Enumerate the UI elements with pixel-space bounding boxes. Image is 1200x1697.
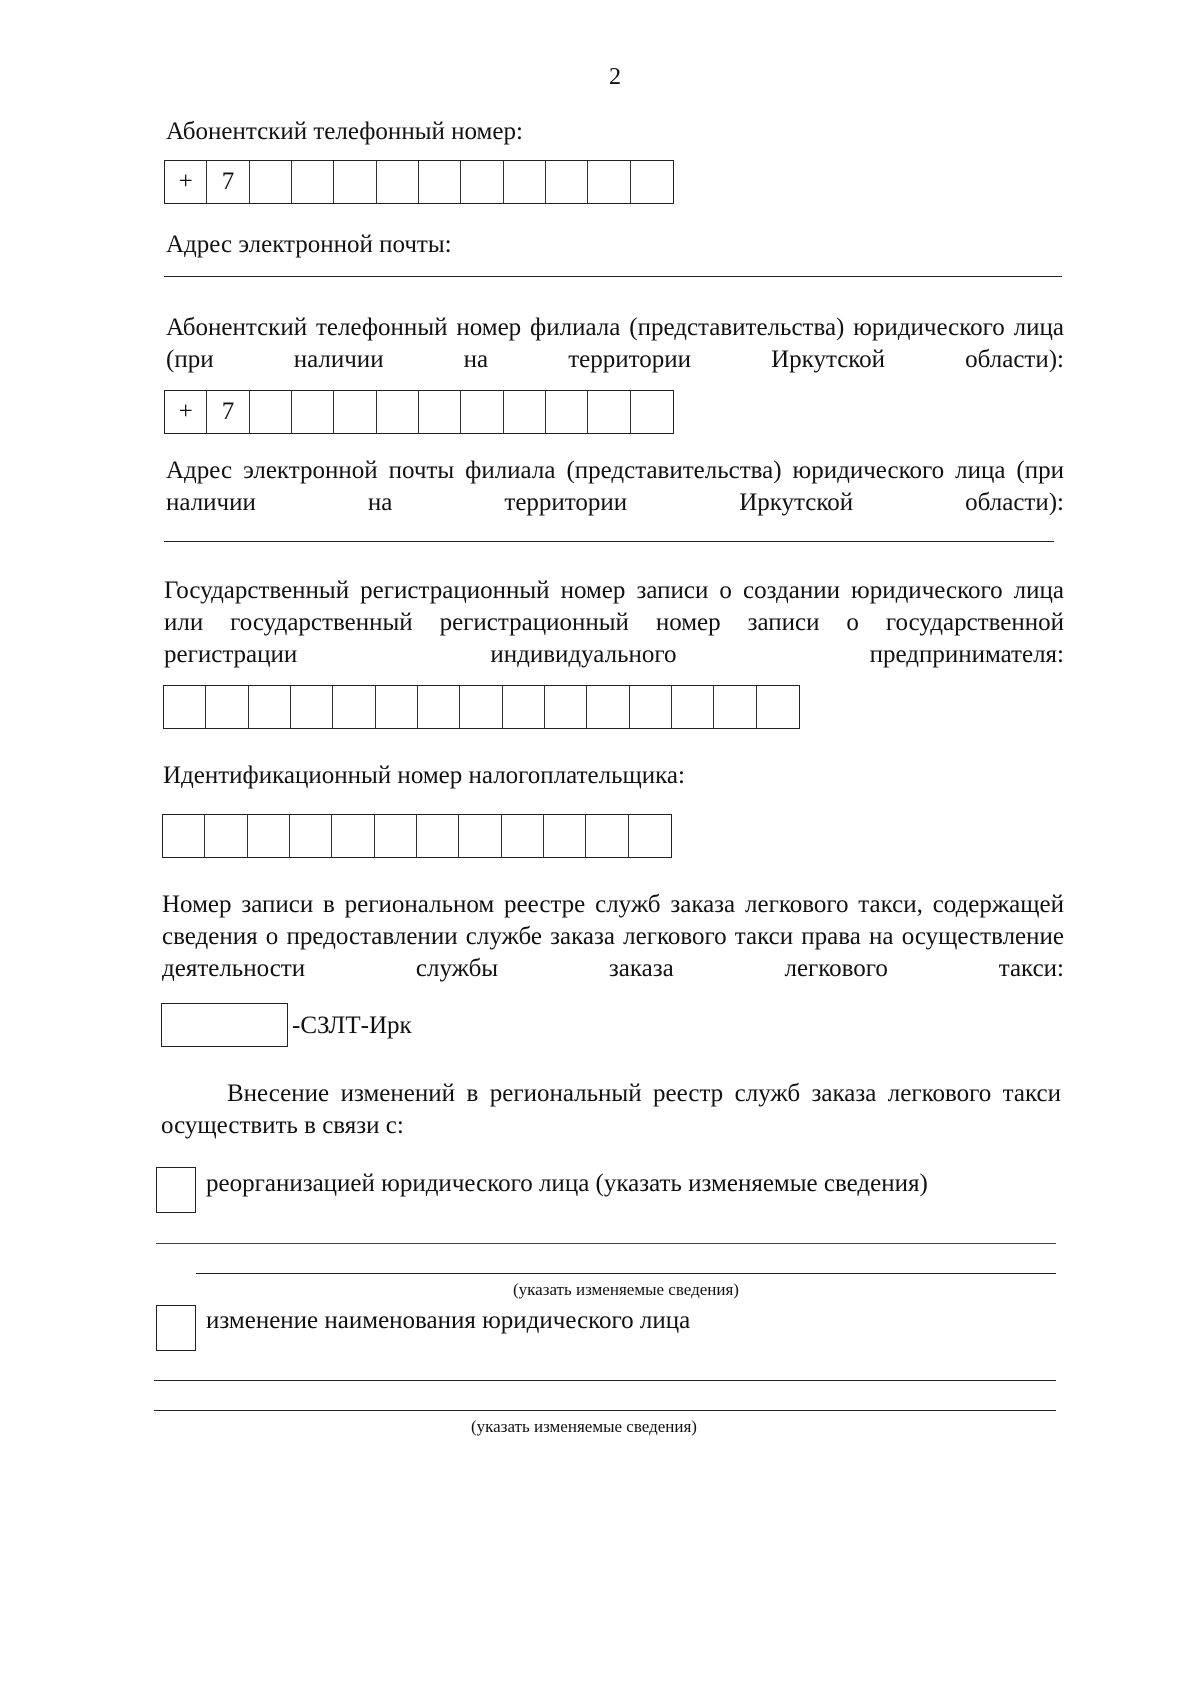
ogrn-cell[interactable]	[714, 686, 756, 728]
branch-phone-cell[interactable]	[292, 391, 334, 433]
branch-phone-cell[interactable]	[588, 391, 630, 433]
branch-phone-cell[interactable]	[631, 391, 673, 433]
branch-phone-cell[interactable]: 7	[207, 391, 249, 433]
inn-cell[interactable]	[502, 815, 544, 857]
inn-label: Идентификационный номер налогоплательщика:	[163, 762, 685, 789]
branch-phone-cell[interactable]	[504, 391, 546, 433]
reorganization-line-2[interactable]	[196, 1273, 1056, 1274]
ogrn-cell[interactable]	[460, 686, 502, 728]
phone-cell[interactable]	[250, 161, 292, 203]
inn-cell[interactable]	[332, 815, 374, 857]
ogrn-cell[interactable]	[587, 686, 629, 728]
phone-cells[interactable]	[164, 160, 674, 204]
name-change-label: изменение наименования юридического лица	[206, 1307, 691, 1334]
inn-cell[interactable]	[417, 815, 459, 857]
ogrn-cell[interactable]	[249, 686, 291, 728]
ogrn-cell[interactable]	[672, 686, 714, 728]
branch-phone-cell[interactable]	[250, 391, 292, 433]
changes-intro-text: Внесение изменений в региональный реестр служб заказа легкового такси осуществить в связи с:	[161, 1080, 1061, 1139]
inn-cell[interactable]	[375, 815, 417, 857]
changes-intro	[161, 1078, 1061, 1142]
inn-cell[interactable]	[248, 815, 290, 857]
inn-cell[interactable]	[290, 815, 332, 857]
ogrn-cell[interactable]	[630, 686, 672, 728]
branch-phone-cell[interactable]: +	[165, 391, 207, 433]
inn-cell[interactable]	[629, 815, 671, 857]
branch-phone-cells[interactable]	[164, 390, 674, 434]
page-number: 2	[609, 64, 621, 90]
name-change-line-1[interactable]	[154, 1380, 1056, 1381]
email-label: Адрес электронной почты:	[166, 231, 452, 258]
phone-cell[interactable]	[292, 161, 334, 203]
registry-record-suffix: -СЗЛТ-Ирк	[292, 1012, 412, 1039]
branch-phone-label: Абонентский телефонный номер филиала (представительства) юридического лица (при наличии на территории Иркутской области):	[166, 314, 1064, 373]
phone-cell[interactable]	[419, 161, 461, 203]
branch-phone-cell[interactable]	[461, 391, 503, 433]
inn-cell[interactable]	[544, 815, 586, 857]
registry-record-label: Номер записи в региональном реестре служб заказа легкового такси, содержащей сведения о предоставлении службе заказа легкового такси права на осуществление деятельности службы заказа легкового такси:	[162, 891, 1064, 982]
phone-cell[interactable]	[588, 161, 630, 203]
inn-cell[interactable]	[205, 815, 247, 857]
ogrn-cell[interactable]	[206, 686, 248, 728]
branch-phone-cell[interactable]	[334, 391, 376, 433]
name-change-checkbox[interactable]	[156, 1305, 196, 1351]
reorganization-line-1[interactable]	[156, 1243, 1056, 1244]
ogrn-cell[interactable]	[503, 686, 545, 728]
phone-cell[interactable]	[631, 161, 673, 203]
phone-label: Абонентский телефонный номер:	[166, 118, 523, 145]
inn-cells[interactable]	[162, 814, 672, 858]
branch-email-label: Адрес электронной почты филиала (представительства) юридического лица (при наличии на территории Иркутской области):	[166, 457, 1064, 516]
phone-cell[interactable]	[377, 161, 419, 203]
ogrn-cells[interactable]	[163, 685, 800, 729]
ogrn-cell[interactable]	[757, 686, 799, 728]
phone-cell[interactable]	[504, 161, 546, 203]
ogrn-cell[interactable]	[333, 686, 375, 728]
ogrn-label: Государственный регистрационный номер записи о создании юридического лица или государственный регистрационный номер записи о государственной регистрации индивидуального предпринимателя:	[164, 577, 1064, 668]
phone-cell[interactable]	[546, 161, 588, 203]
inn-cell[interactable]	[586, 815, 628, 857]
ogrn-cell[interactable]	[418, 686, 460, 728]
reorganization-label: реорганизацией юридического лица (указать изменяемые сведения)	[206, 1170, 928, 1197]
inn-cell[interactable]	[163, 815, 205, 857]
name-change-caption: (указать изменяемые сведения)	[471, 1417, 697, 1436]
email-line[interactable]	[164, 276, 1062, 277]
ogrn-cell[interactable]	[291, 686, 333, 728]
phone-cell[interactable]: +	[165, 161, 207, 203]
phone-cell[interactable]: 7	[207, 161, 249, 203]
reorganization-caption: (указать изменяемые сведения)	[513, 1280, 739, 1299]
phone-cell[interactable]	[334, 161, 376, 203]
name-change-line-2[interactable]	[154, 1410, 1056, 1411]
registry-record-input[interactable]	[161, 1003, 288, 1047]
inn-cell[interactable]	[459, 815, 501, 857]
branch-email-line[interactable]	[164, 541, 1054, 542]
reorganization-checkbox[interactable]	[156, 1167, 196, 1213]
ogrn-cell[interactable]	[376, 686, 418, 728]
branch-phone-cell[interactable]	[546, 391, 588, 433]
branch-phone-cell[interactable]	[419, 391, 461, 433]
ogrn-cell[interactable]	[164, 686, 206, 728]
phone-cell[interactable]	[461, 161, 503, 203]
ogrn-cell[interactable]	[545, 686, 587, 728]
branch-phone-cell[interactable]	[377, 391, 419, 433]
